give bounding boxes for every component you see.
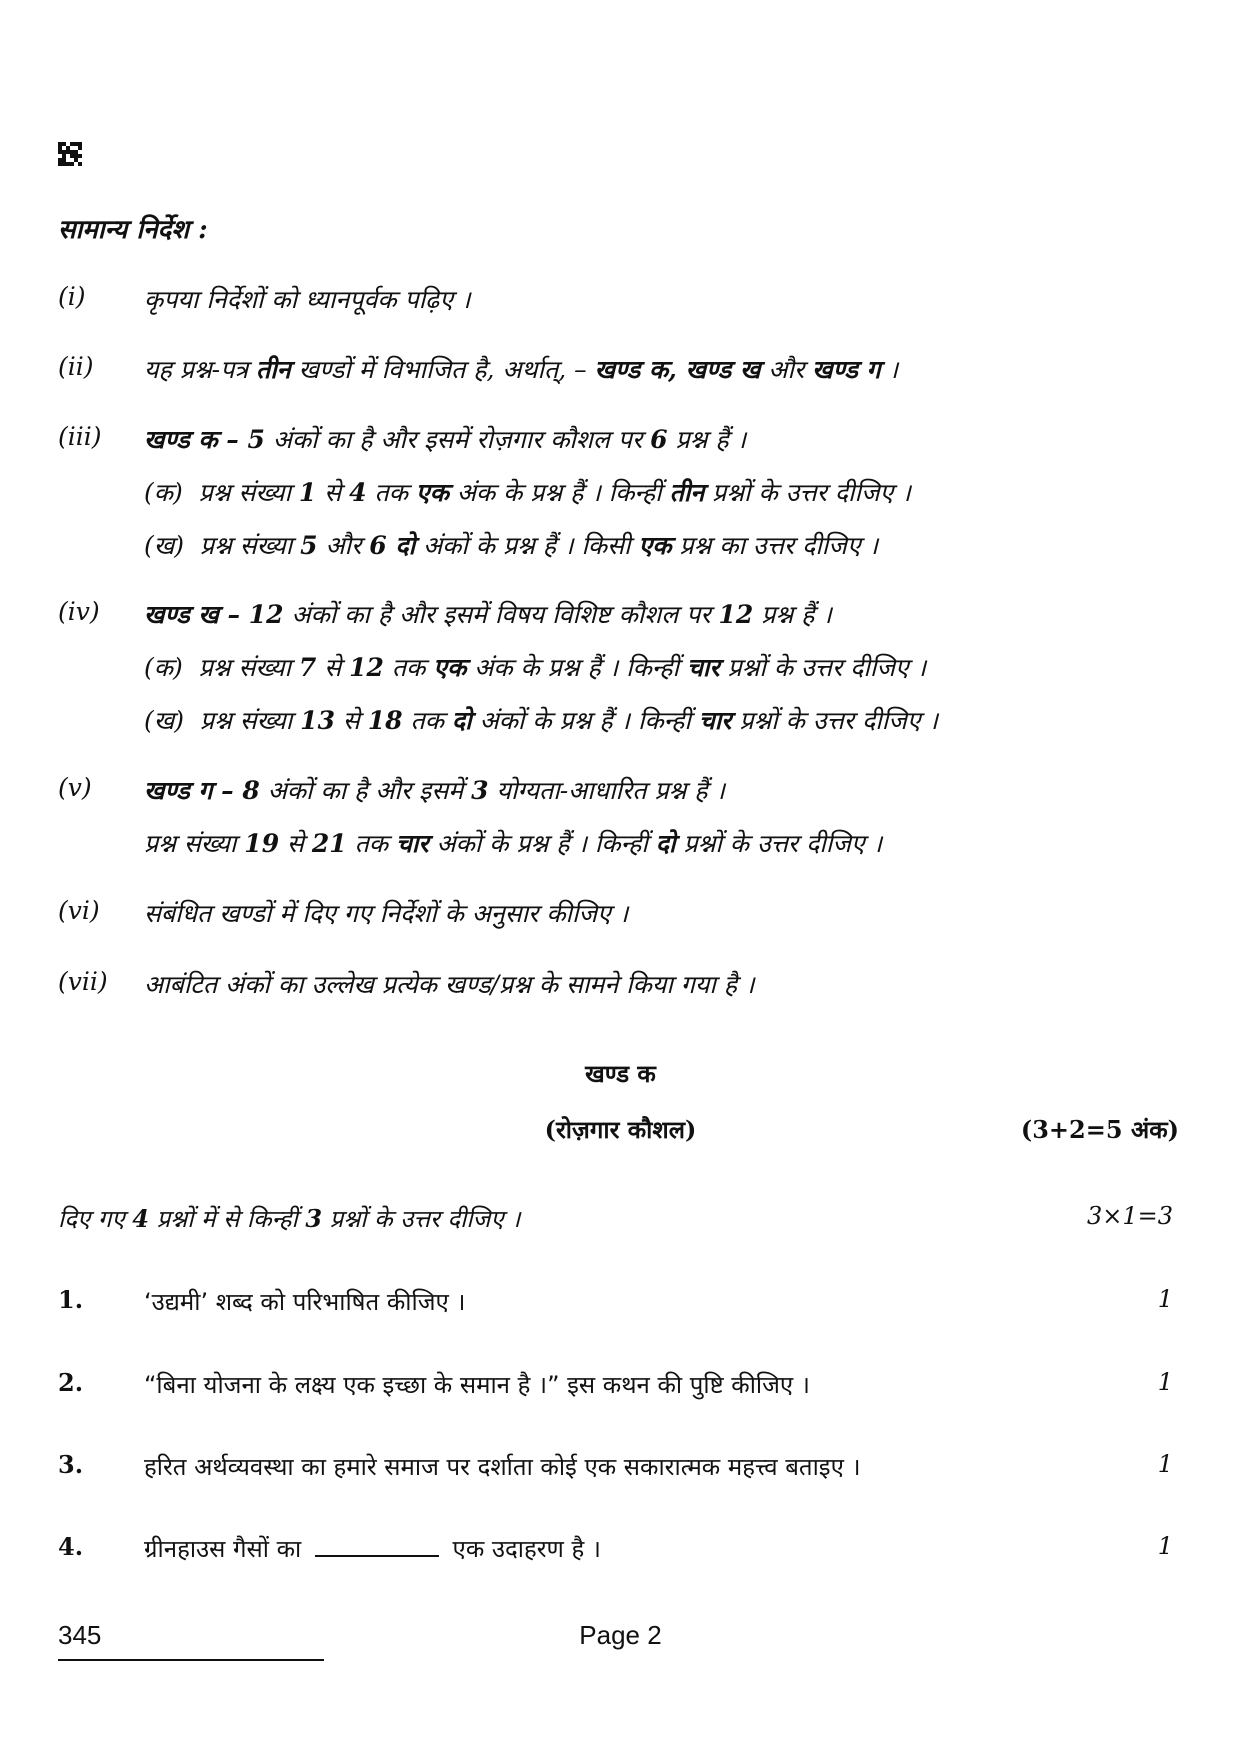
question-number: 3. xyxy=(58,1450,84,1479)
instruction-subitem: प्रश्न संख्या 19 से 21 तक चार अंकों के प्रश्न हैं । किन्हीं दो प्रश्नों के उत्तर दीजिए । xyxy=(144,829,883,858)
instruction-subitem: (ख) प्रश्न संख्या 5 और 6 दो अंकों के प्रश्न हैं । किसी एक प्रश्न का उत्तर दीजिए । xyxy=(144,531,879,560)
section-instruction: दिए गए 4 प्रश्नों में से किन्हीं 3 प्रश्नों के उत्तर दीजिए । xyxy=(58,1204,521,1233)
footer-divider xyxy=(58,1659,324,1661)
question-text: हरित अर्थव्यवस्था का हमारे समाज पर दर्शाता कोई एक सकारात्मक महत्त्व बताइए । xyxy=(144,1453,861,1481)
item-text: खण्ड ख – 12 अंकों का है और इसमें विषय विशिष्ट कौशल पर 12 प्रश्न हैं । xyxy=(144,600,832,629)
section-subtitle: (रोज़गार कौशल) xyxy=(544,1115,697,1144)
question-marks: 1 xyxy=(1157,1368,1173,1396)
item-number: (i) xyxy=(58,282,86,311)
qr-code-icon xyxy=(58,142,82,166)
item-number: (iv) xyxy=(58,597,100,626)
paper-code: 345 xyxy=(58,1620,102,1650)
instruction-subitem: (ख) प्रश्न संख्या 13 से 18 तक दो अंकों के प्रश्न हैं । किन्हीं चार प्रश्नों के उत्तर दीजिए । xyxy=(144,706,938,735)
instruction-subitem: (क) प्रश्न संख्या 1 से 4 तक एक अंक के प्रश्न हैं । किन्हीं तीन प्रश्नों के उत्तर दीजिए । xyxy=(144,478,911,507)
question-text: ‘उद्यमी’ शब्द को परिभाषित कीजिए । xyxy=(144,1288,466,1316)
answer-blank xyxy=(315,1535,439,1557)
item-text: खण्ड क – 5 अंकों का है और इसमें रोज़गार कौशल पर 6 प्रश्न हैं । xyxy=(144,425,747,454)
item-text: कृपया निर्देशों को ध्यानपूर्वक पढ़िए । xyxy=(144,285,471,314)
question-marks: 1 xyxy=(1157,1285,1173,1313)
item-number: (ii) xyxy=(58,352,94,381)
item-text: खण्ड ग – 8 अंकों का है और इसमें 3 योग्यता-आधारित प्रश्न हैं । xyxy=(144,776,725,805)
page-number: Page 2 xyxy=(579,1620,662,1650)
item-text: आबंटित अंकों का उल्लेख प्रत्येक खण्ड/प्रश्न के सामने किया गया है । xyxy=(144,970,755,999)
instruction-marks: 3×1=3 xyxy=(1086,1202,1173,1230)
question-text: “बिना योजना के लक्ष्य एक इच्छा के समान है ।” इस कथन की पुष्टि कीजिए । xyxy=(144,1371,810,1399)
item-text: संबंधित खण्डों में दिए गए निर्देशों के अनुसार कीजिए । xyxy=(144,899,629,928)
question-number: 1. xyxy=(58,1285,84,1314)
general-instructions-heading: सामान्य निर्देश : xyxy=(58,215,208,245)
question-number: 4. xyxy=(58,1532,84,1561)
item-number: (vii) xyxy=(58,967,108,996)
question-marks: 1 xyxy=(1157,1450,1173,1478)
item-number: (iii) xyxy=(58,422,102,451)
section-title: खण्ड क xyxy=(585,1059,656,1088)
item-number: (v) xyxy=(58,773,92,802)
question-text: ग्रीनहाउस गैसों का एक उदाहरण है । xyxy=(144,1535,602,1563)
question-number: 2. xyxy=(58,1368,84,1397)
question-marks: 1 xyxy=(1157,1532,1173,1560)
item-number: (vi) xyxy=(58,896,100,925)
section-marks: (3+2=5 अंक) xyxy=(1020,1115,1179,1144)
instruction-subitem: (क) प्रश्न संख्या 7 से 12 तक एक अंक के प्रश्न हैं । किन्हीं चार प्रश्नों के उत्तर दीजिए । xyxy=(144,653,927,682)
item-text: यह प्रश्न-पत्र तीन खण्डों में विभाजित है, अर्थात्, – खण्ड क, खण्ड ख और खण्ड ग । xyxy=(144,355,899,384)
